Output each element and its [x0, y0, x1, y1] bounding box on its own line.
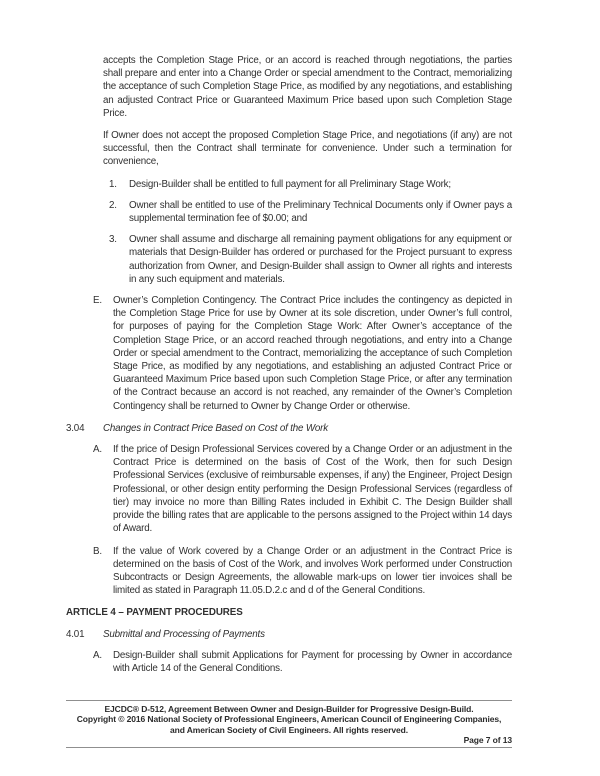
continuation-paragraph-1: accepts the Completion Stage Price, or an accord is reached through negotiations, the parties shall prepare and enter into a Change Order or special amendment to the Contract, memorializing the acceptance of such Completion Stage Price, as modified by any negotiations, and establishing an adjusted Contract Price or Guaranteed Maximum Price based upon such Completion Stage Price. [103, 55, 512, 119]
footer-document-title: EJCDC® D-512, Agreement Between Owner and Design-Builder for Progressive Design-Build. [104, 704, 474, 714]
section-4-01-heading [66, 628, 512, 641]
page-footer [66, 700, 512, 748]
numbered-item-1-text: Design-Builder shall be entitled to full payment for all Preliminary Stage Work; [129, 178, 451, 190]
section-4-01-title: Submittal and Processing of Payments [103, 628, 265, 640]
section-3-04-title: Changes in Contract Price Based on Cost of the Work [103, 422, 328, 434]
footer-copyright-line-1: Copyright © 2016 National Society of Professional Engineers, American Council of Engineering Companies, [76, 714, 502, 725]
clause-3-04-b [66, 545, 512, 598]
clause-e-marker: E. [93, 295, 102, 307]
clause-3-04-b-text: If the value of Work covered by a Change Order or an adjustment in the Contract Price is determined on the basis of Cost of the Work, and involves Work performed under Construction Subcontracts or Design Agreements, the allowable mark-ups on lower tier invoices shall be limited as stated in Paragraph 11.05.D.2.c and d of the General Conditions. [113, 545, 512, 597]
page-number: Page 7 of 13 [463, 734, 512, 745]
continuation-paragraph-2: If Owner does not accept the proposed Completion Stage Price, and negotiations (if any) are not successful, then the Contract shall terminate for convenience. Under such a termination for convenience, [103, 130, 512, 168]
numbered-item-3-text: Owner shall assume and discharge all remaining payment obligations for any equipment or materials that Design-Builder has ordered or purchased for the Project pursuant to express authorization from Owner, and Design-Builder shall assign to Owner all rights and interests in any such equipment and materials. [129, 234, 512, 285]
clause-3-04-a-marker: A. [93, 444, 102, 456]
numbered-item-2-marker: 2. [109, 199, 117, 211]
clause-3-04-b-marker: B. [93, 545, 102, 557]
numbered-item-3-marker: 3. [109, 234, 117, 246]
numbered-item-2-text: Owner shall be entitled to use of the Preliminary Technical Documents only if Owner pays a supplemental termination fee of $0.00; and [129, 199, 512, 225]
document-body [66, 54, 512, 684]
section-4-01-number: 4.01 [66, 628, 85, 640]
section-3-04-number: 3.04 [66, 422, 85, 434]
numbered-item-3 [66, 233, 512, 286]
numbered-item-1 [66, 178, 512, 191]
section-3-04-heading [66, 422, 512, 435]
clause-e [66, 294, 512, 413]
clause-4-01-a [66, 649, 512, 675]
clause-4-01-a-marker: A. [93, 649, 102, 661]
clause-e-text: Owner’s Completion Contingency. The Contract Price includes the contingency as depicted in the Completion Stage Price for use by Owner at its sole discretion, under Owner’s full control, for purposes of paying for the Completion Stage Work: After Owner’s acceptance of the Completion Stage Price, or an accord reached through negotiations, and entry into a Change Order or special amendment to the Contract, memorializing the acceptance of such Completion Stage Price, as modified by any negotiations, and establishing an adjusted Contract Price or Guaranteed Maximum Price based upon such Completion Stage Price, or after any termination of the Contract because an accord is not reached, any remainder of the Owner’s Completion Contingency shall be returned to Owner by Change Order or otherwise. [113, 295, 512, 412]
numbered-item-2 [66, 199, 512, 225]
footer-copyright-line-2: and American Society of Civil Engineers. All rights reserved. [170, 724, 408, 735]
clause-3-04-a [66, 443, 512, 535]
clause-4-01-a-text: Design-Builder shall submit Applications for Payment for processing by Owner in accordance with Article 14 of the General Conditions. [113, 649, 512, 674]
numbered-item-1-marker: 1. [109, 178, 117, 190]
article-4-heading: ARTICLE 4 – PAYMENT PROCEDURES [66, 607, 243, 619]
clause-3-04-a-text: If the price of Design Professional Services covered by a Change Order or an adjustment in the Contract Price is determined on the basis of Cost of the Work, then for such Design Professional Services (exclusive of reimbursable expenses, if any) the Engineer, Project Design Professional, or other design entity performing the Design Professional Services (regardless of tier) may invoice no more than Billing Rates included in Exhibit C. The Design Builder shall provide the billing rates that are applicable to the persons assigned to the Project within 14 days of Award. [113, 444, 512, 535]
